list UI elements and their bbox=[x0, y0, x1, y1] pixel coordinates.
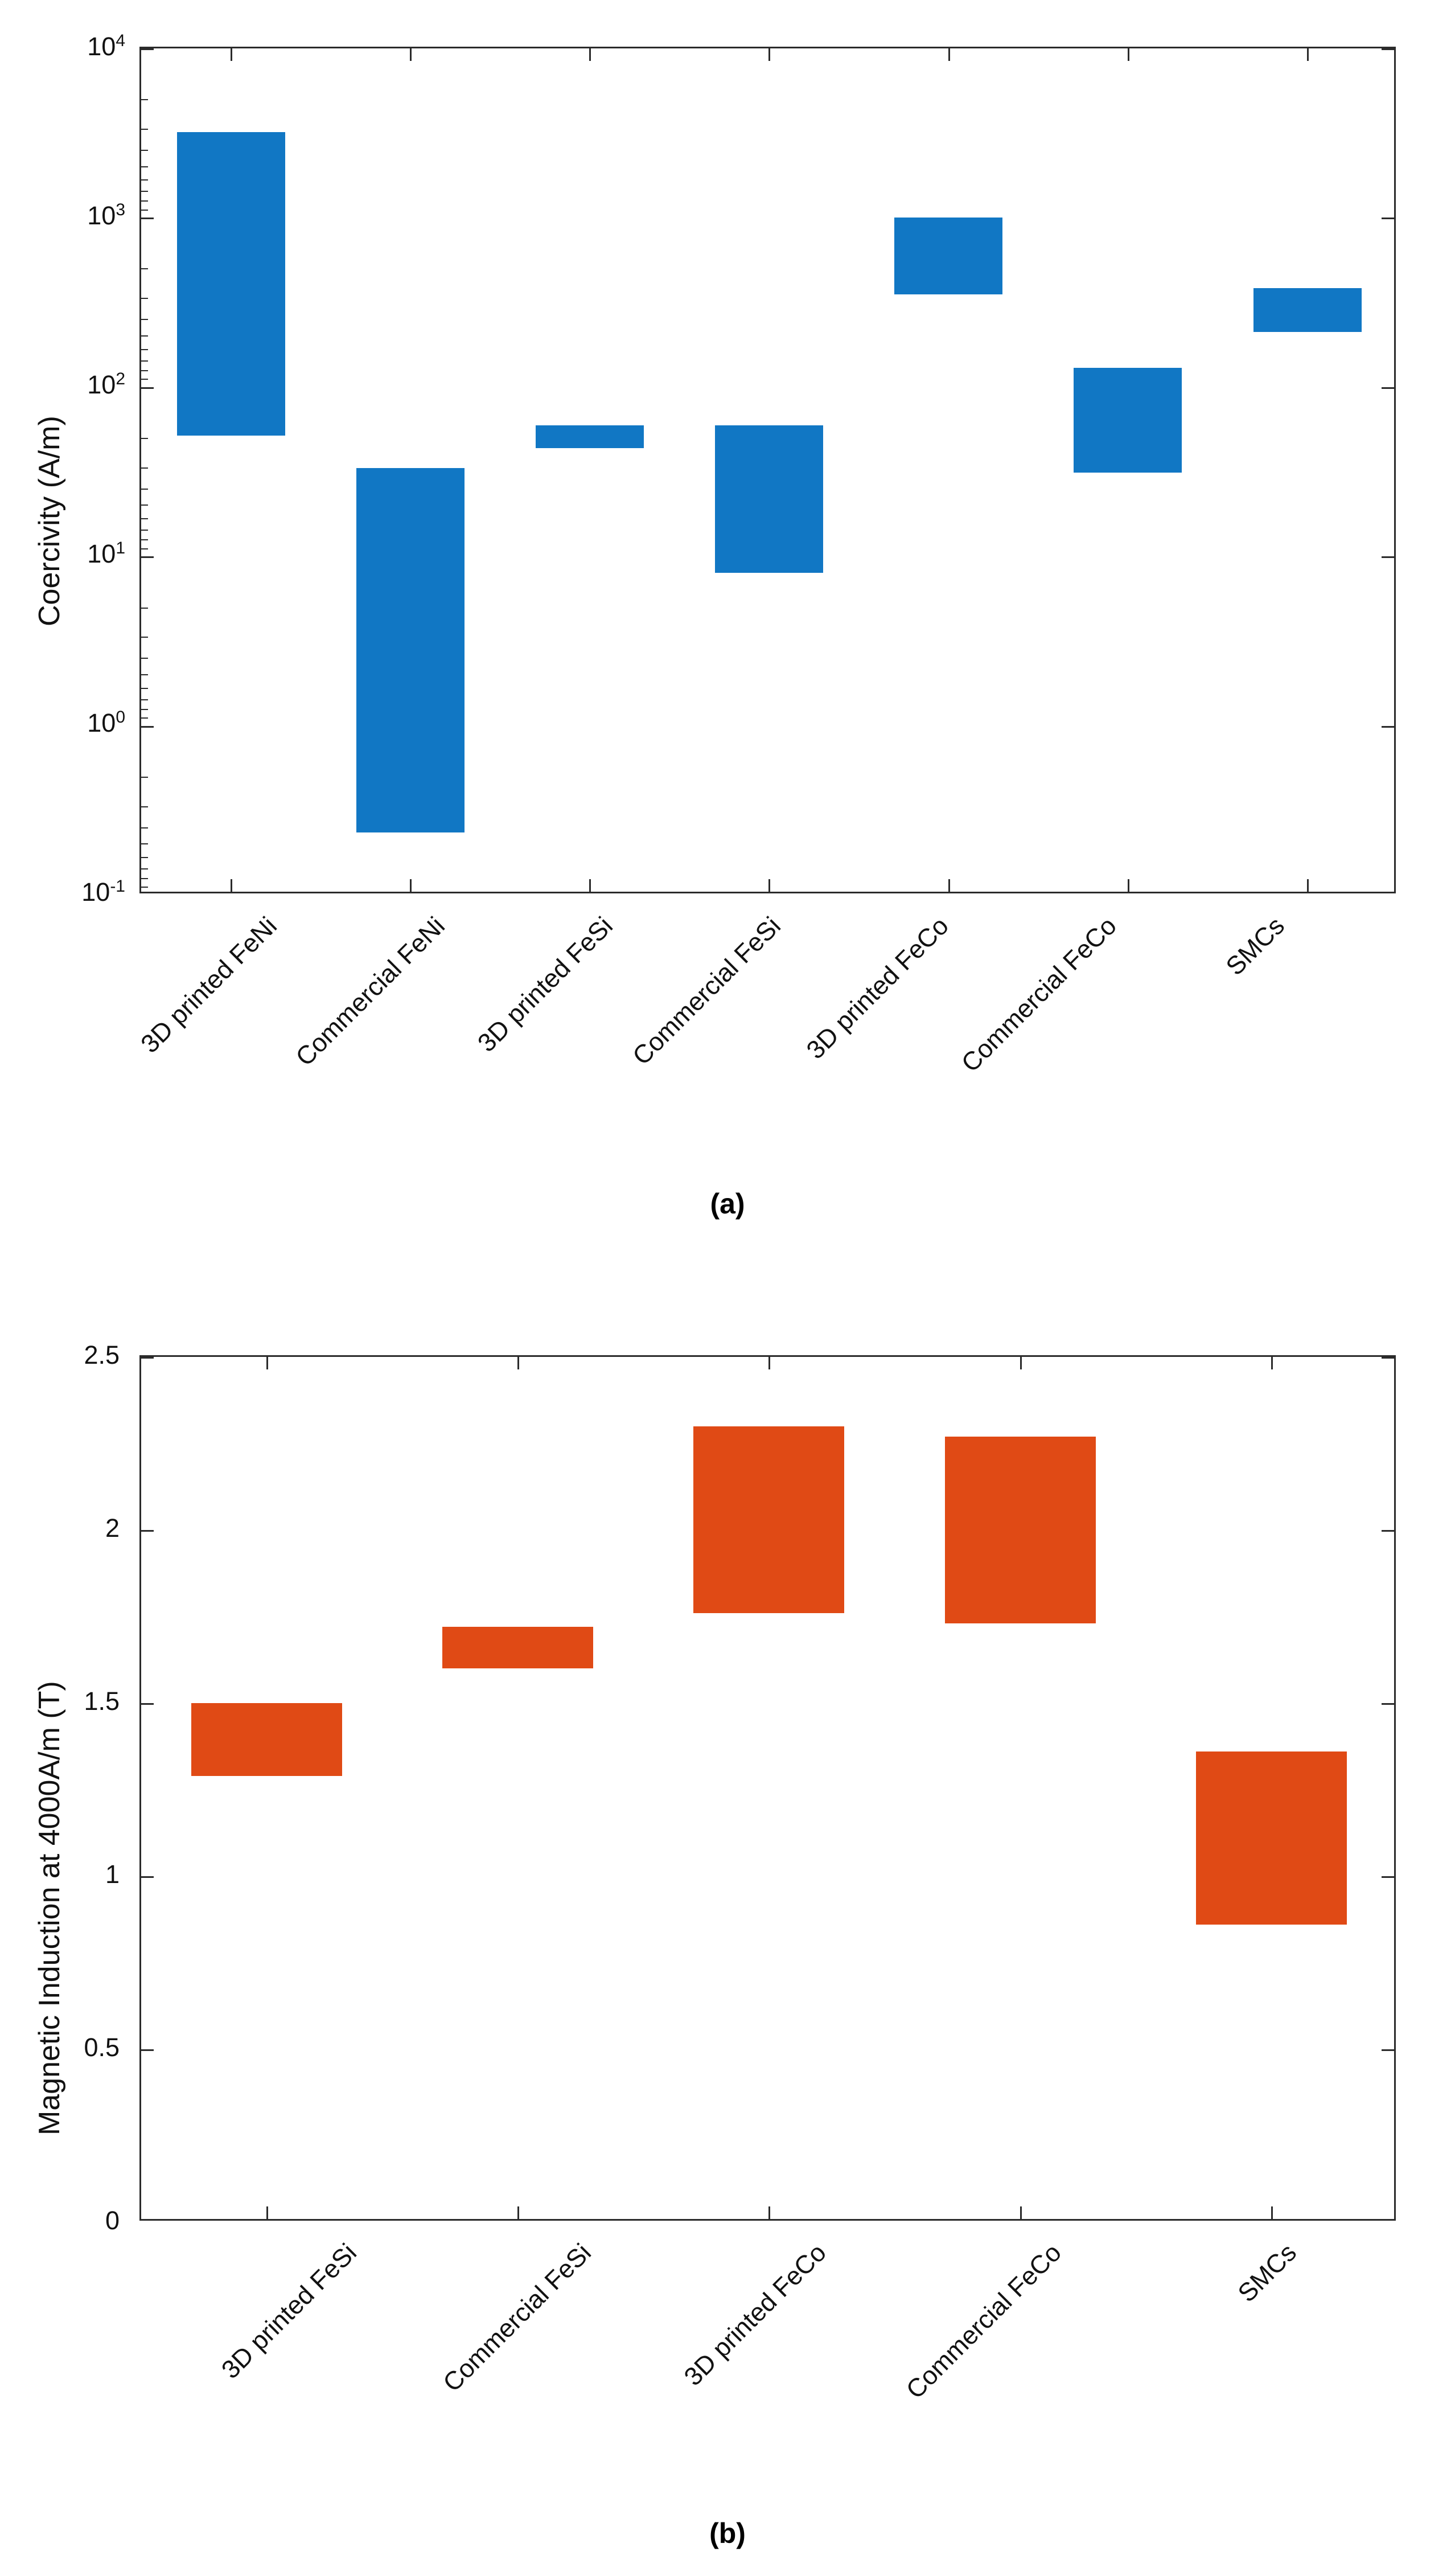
x-tick-label-a-4: 3D printed FeCo bbox=[800, 911, 955, 1065]
y-minor-tick-a bbox=[141, 857, 148, 858]
y-minor-tick-a bbox=[141, 518, 148, 519]
y-tick-a-10000 bbox=[141, 48, 154, 50]
range-bar-b-1[interactable] bbox=[442, 1627, 593, 1668]
y-tick-label-a-1: $10^0$ bbox=[87, 708, 125, 737]
y-minor-tick-a bbox=[141, 349, 148, 350]
range-bar-b-4[interactable] bbox=[1196, 1751, 1347, 1925]
y-tick-a-10 bbox=[141, 556, 154, 558]
x-tick-label-a-1: Commercial FeNi bbox=[290, 911, 451, 1072]
x-tick-label-b-0: 3D printed FeSi bbox=[215, 2238, 363, 2385]
y-minor-tick-a bbox=[141, 150, 148, 151]
range-bar-a-4[interactable] bbox=[894, 218, 1002, 294]
x-tick-a-4 bbox=[948, 879, 950, 892]
x-tick-a-3 bbox=[768, 879, 770, 892]
x-tick-a-3-top bbox=[768, 48, 770, 61]
y-minor-tick-a bbox=[141, 129, 148, 130]
y-tick-b-0.5-right bbox=[1382, 2049, 1394, 2051]
y-tick-label-a-1000: $10^3$ bbox=[87, 200, 125, 230]
x-tick-label-a-6: SMCs bbox=[1220, 911, 1290, 981]
y-tick-label-b-2: 2 bbox=[105, 1513, 120, 1543]
x-tick-a-1-top bbox=[410, 48, 412, 61]
y-minor-tick-a bbox=[141, 210, 148, 211]
range-bar-b-0[interactable] bbox=[191, 1703, 342, 1776]
y-minor-tick-a bbox=[141, 658, 148, 659]
y-tick-b-2.5-right bbox=[1382, 1357, 1394, 1359]
y-minor-tick-a bbox=[141, 608, 148, 609]
x-tick-b-1-top bbox=[517, 1357, 519, 1369]
y-minor-tick-a bbox=[141, 548, 148, 549]
y-minor-tick-a bbox=[141, 268, 148, 269]
y-tick-a-1000-right bbox=[1382, 218, 1394, 219]
y-tick-label-b-1.5: 1.5 bbox=[84, 1687, 120, 1716]
y-tick-a-1 bbox=[141, 726, 154, 728]
y-tick-label-b-0.5: 0.5 bbox=[84, 2033, 120, 2062]
range-bar-a-3[interactable] bbox=[715, 425, 823, 573]
y-minor-tick-a bbox=[141, 99, 148, 100]
y-minor-tick-a bbox=[141, 699, 148, 700]
x-tick-b-0-top bbox=[266, 1357, 268, 1369]
range-bar-b-2[interactable] bbox=[693, 1426, 844, 1613]
range-bar-a-0[interactable] bbox=[177, 132, 285, 436]
x-tick-label-b-3: Commercial FeCo bbox=[900, 2238, 1067, 2405]
range-bar-a-6[interactable] bbox=[1253, 288, 1362, 332]
y-minor-tick-a bbox=[141, 438, 148, 439]
y-tick-a-1-right bbox=[1382, 726, 1394, 728]
range-bar-a-2[interactable] bbox=[536, 425, 644, 448]
panel-caption-b bbox=[0, 2517, 1455, 2550]
y-minor-tick-a bbox=[141, 843, 148, 844]
y-tick-b-2 bbox=[141, 1530, 154, 1532]
y-tick-a-100-right bbox=[1382, 387, 1394, 389]
y-minor-tick-a bbox=[141, 360, 148, 362]
x-tick-b-4-top bbox=[1271, 1357, 1273, 1369]
x-tick-b-3-top bbox=[1020, 1357, 1022, 1369]
y-tick-b-1 bbox=[141, 1876, 154, 1878]
x-tick-a-5 bbox=[1128, 879, 1129, 892]
y-minor-tick-a bbox=[141, 806, 148, 807]
x-tick-a-0 bbox=[231, 879, 232, 892]
x-tick-label-a-0: 3D printed FeNi bbox=[135, 911, 283, 1059]
y-tick-label-b-2.5: 2.5 bbox=[84, 1340, 120, 1369]
x-tick-label-a-5: Commercial FeCo bbox=[955, 911, 1123, 1078]
panel-a bbox=[0, 0, 1455, 1264]
y-minor-tick-a bbox=[141, 191, 148, 192]
x-tick-b-4 bbox=[1271, 2206, 1273, 2219]
y-minor-tick-a bbox=[141, 335, 148, 337]
y-minor-tick-a bbox=[141, 467, 148, 469]
y-tick-a-100 bbox=[141, 387, 154, 389]
y-tick-label-a-10: $10^1$ bbox=[87, 539, 125, 568]
x-tick-b-2 bbox=[768, 2206, 770, 2219]
x-tick-b-2-top bbox=[768, 1357, 770, 1369]
y-minor-tick-a bbox=[141, 827, 148, 828]
x-tick-a-4-top bbox=[948, 48, 950, 61]
y-minor-tick-a bbox=[141, 370, 148, 371]
y-tick-a-10-right bbox=[1382, 556, 1394, 558]
range-bar-a-1[interactable] bbox=[356, 468, 465, 832]
y-minor-tick-a bbox=[141, 489, 148, 490]
y-minor-tick-a bbox=[141, 688, 148, 689]
y-minor-tick-a bbox=[141, 709, 148, 710]
x-tick-label-a-2: 3D printed FeSi bbox=[471, 911, 619, 1058]
y-minor-tick-a bbox=[141, 504, 148, 506]
x-tick-a-1 bbox=[410, 879, 412, 892]
y-tick-b-1-right bbox=[1382, 1876, 1394, 1878]
x-tick-a-0-top bbox=[231, 48, 232, 61]
y-tick-b-1.5-right bbox=[1382, 1703, 1394, 1705]
x-tick-label-b-1: Commercial FeSi bbox=[437, 2238, 597, 2398]
y-axis-title-b: Magnetic Induction at 4000A/m (T) bbox=[33, 1681, 66, 2135]
y-tick-label-a-100: $10^2$ bbox=[87, 370, 125, 399]
x-tick-label-b-4: SMCs bbox=[1232, 2238, 1302, 2308]
x-tick-a-6 bbox=[1307, 879, 1309, 892]
y-tick-b-2-right bbox=[1382, 1530, 1394, 1532]
y-minor-tick-a bbox=[141, 887, 148, 888]
x-tick-b-1 bbox=[517, 2206, 519, 2219]
x-tick-a-2-top bbox=[589, 48, 591, 61]
x-tick-a-2 bbox=[589, 879, 591, 892]
y-minor-tick-a bbox=[141, 179, 148, 181]
y-minor-tick-a bbox=[141, 868, 148, 869]
y-minor-tick-a bbox=[141, 200, 148, 202]
y-minor-tick-a bbox=[141, 539, 148, 540]
x-tick-label-a-3: Commercial FeSi bbox=[627, 911, 787, 1071]
y-minor-tick-a bbox=[141, 166, 148, 167]
y-tick-label-b-0: 0 bbox=[105, 2206, 120, 2235]
panel-b bbox=[0, 1298, 1455, 2576]
panel-caption-a-text: (a) bbox=[710, 1188, 745, 1220]
y-tick-b-1.5 bbox=[141, 1703, 154, 1705]
y-minor-tick-a bbox=[141, 637, 148, 638]
y-axis-title-a: Coercivity (A/m) bbox=[33, 416, 66, 626]
x-tick-a-6-top bbox=[1307, 48, 1309, 61]
y-tick-label-a-10000: $10^4$ bbox=[87, 31, 125, 61]
y-tick-b-2.5 bbox=[141, 1357, 154, 1359]
x-tick-a-5-top bbox=[1128, 48, 1129, 61]
y-minor-tick-a bbox=[141, 379, 148, 380]
plot-area-b bbox=[139, 1355, 1396, 2221]
y-minor-tick-a bbox=[141, 319, 148, 320]
plot-area-a bbox=[139, 47, 1396, 893]
y-minor-tick-a bbox=[141, 674, 148, 675]
y-tick-a-1000 bbox=[141, 218, 154, 219]
x-tick-label-b-2: 3D printed FeCo bbox=[678, 2238, 832, 2392]
y-tick-a-10000-right bbox=[1382, 48, 1394, 50]
y-minor-tick-a bbox=[141, 777, 148, 778]
x-tick-b-0 bbox=[266, 2206, 268, 2219]
range-bar-b-3[interactable] bbox=[945, 1437, 1096, 1623]
y-tick-b-0.5 bbox=[141, 2049, 154, 2051]
range-bar-a-5[interactable] bbox=[1074, 368, 1182, 473]
y-minor-tick-a bbox=[141, 878, 148, 879]
y-minor-tick-a bbox=[141, 530, 148, 531]
y-tick-label-a-0.1: $10^{-1}$ bbox=[81, 877, 125, 906]
panel-caption-b-text: (b) bbox=[709, 2517, 746, 2549]
x-tick-b-3 bbox=[1020, 2206, 1022, 2219]
y-minor-tick-a bbox=[141, 298, 148, 299]
y-tick-label-b-1: 1 bbox=[105, 1860, 120, 1889]
panel-caption-a bbox=[0, 1187, 1455, 1220]
y-minor-tick-a bbox=[141, 717, 148, 719]
